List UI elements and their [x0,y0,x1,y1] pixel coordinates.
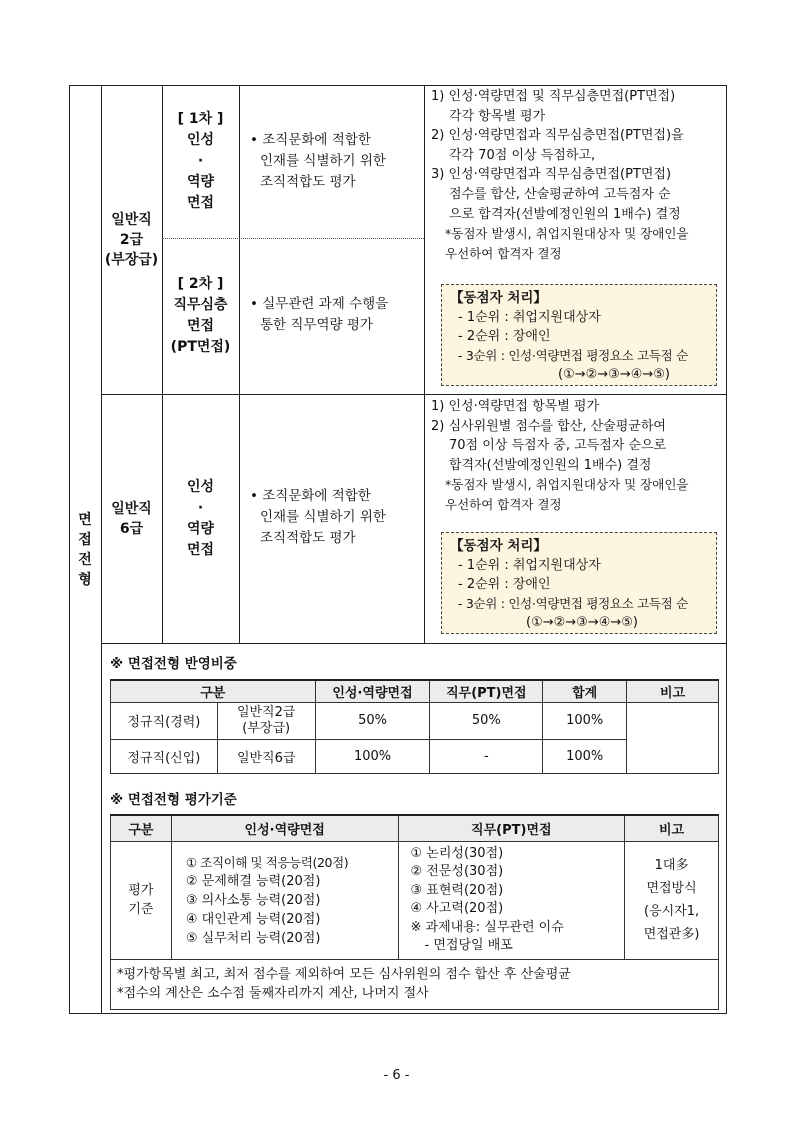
desc-line: • 조직문화에 적합한 [250,488,371,504]
tie-rule-item: - 3순위 : 인성·역량면접 평정요소 고득점 순 [458,348,688,363]
criteria-header: 구분 [111,815,172,841]
tie-rule-item: - 2순위 : 장애인 [458,577,551,592]
method-note-cell [625,841,719,959]
stage-label: 역량 [186,520,215,537]
note-line: 면접관多) [643,927,700,942]
stage-label: 인성 [186,478,215,495]
persona-criteria-cell [171,841,398,959]
tie-rule-box-2 [441,284,717,386]
page-number: - 6 - [383,1068,410,1083]
desc-line: • 조직문화에 적합한 [250,132,371,148]
tie-rule-item: - 1순위 : 취업지원대상자 [458,558,601,573]
grade-cell-6 [101,394,162,643]
criteria-item: ② 전문성(30점) [410,864,504,879]
weights-cell: 100% [543,702,627,739]
stage-label: 면접 [186,195,215,211]
divider [239,85,240,643]
criteria-footer [111,959,719,1009]
tie-rule-item: - 2순위 : 장애인 [458,329,551,344]
weights-cell: 일반직2급 (부장급) [217,702,315,739]
criteria-line: 3) 인성·역량면접과 직무심층면접(PT면접) [431,167,672,183]
pt-criteria-cell [398,841,625,959]
divider [424,85,425,643]
criteria-item: ※ 과제내용: 실무관련 이슈 [410,919,564,935]
criteria-table [110,814,719,1010]
section-char: 접 [78,531,92,548]
stage-2-desc [250,294,420,336]
criteria-line: 1) 인성·역량면접 항목별 평가 [431,399,600,414]
criteria-row-label [111,841,172,959]
weights-note-cell [627,702,719,773]
desc-line: 조직적합도 평가 [260,174,356,190]
grade-label: 2급 [119,231,144,248]
row-label-line: 평가 [128,883,154,898]
criteria-header: 비고 [625,815,719,841]
section-label [69,85,101,1014]
weights-header: 합계 [543,680,627,702]
note-line: (응시자1, [643,904,700,919]
stage-6-name [162,394,239,643]
criteria-item: ④ 사고력(20점) [410,901,504,916]
stage-label: · [197,499,204,516]
criteria-line: 각각 70점 이상 득점하고, [449,147,596,163]
weights-table [110,679,719,774]
criteria-line: 우선하여 합격자 결정 [445,496,562,512]
stage-label: 역량 [186,174,215,190]
weights-cell: 100% [543,739,627,773]
note-line: 면접방식 [646,881,697,896]
stage-2-name [162,238,239,394]
criteria-6 [431,397,723,515]
footer-line: *평가항목별 최고, 최저 점수를 제외하여 모든 심사위원의 점수 합산 후 산술평균 [117,967,571,982]
criteria-line: 점수를 합산, 산술평균하여 고득점자 순 [449,186,671,202]
grade-cell-2 [101,85,162,394]
grade-label: 일반직 [111,211,152,228]
weights-title: ※ 면접전형 반영비중 [110,656,237,672]
desc-line: • 실무관련 과제 수행을 [250,296,389,312]
tie-rule-title: 【동점자 처리】 [450,538,547,554]
weights-cell: 50% [315,702,430,739]
grade-label: (부장급) [104,251,159,268]
criteria-title: ※ 면접전형 평가기준 [110,792,237,808]
criteria-line: 2) 심사위원별 점수를 합산, 산술평균하여 [431,418,666,434]
criteria-item: ① 논리성(30점) [410,845,504,861]
stage-label: 면접 [186,541,215,558]
criteria-header: 직무(PT)면접 [398,815,625,841]
tie-rule-item: - 1순위 : 취업지원대상자 [458,310,601,325]
stage-label: 직무심층 [173,297,228,313]
desc-line: 인재를 식별하기 위한 [260,509,386,525]
stage-label: 인성 [186,132,215,148]
criteria-item: ② 문제해결 능력(20점) [185,873,321,889]
stage-label: 면접 [186,318,215,334]
stage-6-desc [250,486,420,549]
stage-label: [ 2차 ] [177,276,224,292]
weights-header: 구분 [111,680,316,702]
section-char: 면 [78,511,92,528]
desc-line: 통한 직무역량 평가 [260,317,373,333]
stage-label: (PT면접) [170,339,231,355]
criteria-line: 2) 인성·역량면접과 직무심층면접(PT면접)을 [431,128,684,144]
tie-rule-item: (①→②→③→④→⑤) [526,615,638,630]
criteria-item: ③ 의사소통 능력(20점) [185,892,321,908]
stage-label: · [197,153,204,169]
criteria-2 [431,87,723,263]
desc-line: 인재를 식별하기 위한 [260,153,386,169]
tie-rule-title: 【동점자 처리】 [450,290,547,306]
stage-1-desc [250,130,420,193]
section-char: 형 [78,571,92,588]
criteria-line: 우선하여 합격자 결정 [445,245,562,261]
criteria-item: ③ 표현력(20점) [410,882,504,898]
criteria-line: 으로 합격자(선발예정인원의 1배수) 결정 [449,206,681,222]
criteria-line: *동점자 발생시, 취업지원대상자 및 장애인을 [445,477,689,493]
footer-line: *점수의 계산은 소수점 둘째자리까지 계산, 나머지 절사 [117,986,429,1001]
stage-1-name [162,85,239,238]
tie-rule-box-6 [441,532,717,634]
divider [101,643,727,644]
tie-rule-item: - 3순위 : 인성·역량면접 평정요소 고득점 순 [458,596,688,611]
criteria-line: *동점자 발생시, 취업지원대상자 및 장애인을 [445,226,689,242]
row-label-line: 기준 [128,902,154,917]
criteria-item: ④ 대인관계 능력(20점) [185,911,321,927]
weights-cell: 정규직(신입) [111,739,218,773]
criteria-line: 합격자(선발예정인원의 1배수) 결정 [449,457,652,473]
criteria-header: 인성·역량면접 [171,815,398,841]
weights-header: 직무(PT)면접 [430,680,543,702]
grade-label: 6급 [119,520,144,537]
weights-cell: 일반직6급 [217,739,315,773]
weights-cell: 100% [315,739,430,773]
note-line: 1대多 [654,858,689,873]
tie-rule-item: (①→②→③→④→⑤) [558,367,670,382]
criteria-line: 1) 인성·역량면접 및 직무심층면접(PT면접) [431,89,676,104]
weights-cell: 50% [430,702,543,739]
weights-cell: 정규직(경력) [111,702,218,739]
weights-header: 인성·역량면접 [315,680,430,702]
stage-label: [ 1차 ] [177,111,224,127]
weights-header: 비고 [627,680,719,702]
section-char: 전 [78,551,92,568]
weights-cell: - [430,739,543,773]
grade-label: 일반직 [111,500,152,517]
desc-line: 조직적합도 평가 [260,530,356,546]
criteria-item: ① 조직이해 및 적응능력(20점) [185,854,349,870]
criteria-item: - 면접당일 배포 [424,938,513,953]
criteria-line: 70점 이상 득점자 중, 고득점자 순으로 [449,438,667,454]
criteria-item: ⑤ 실무처리 능력(20점) [185,930,321,946]
criteria-line: 각각 항목별 평가 [449,108,546,124]
